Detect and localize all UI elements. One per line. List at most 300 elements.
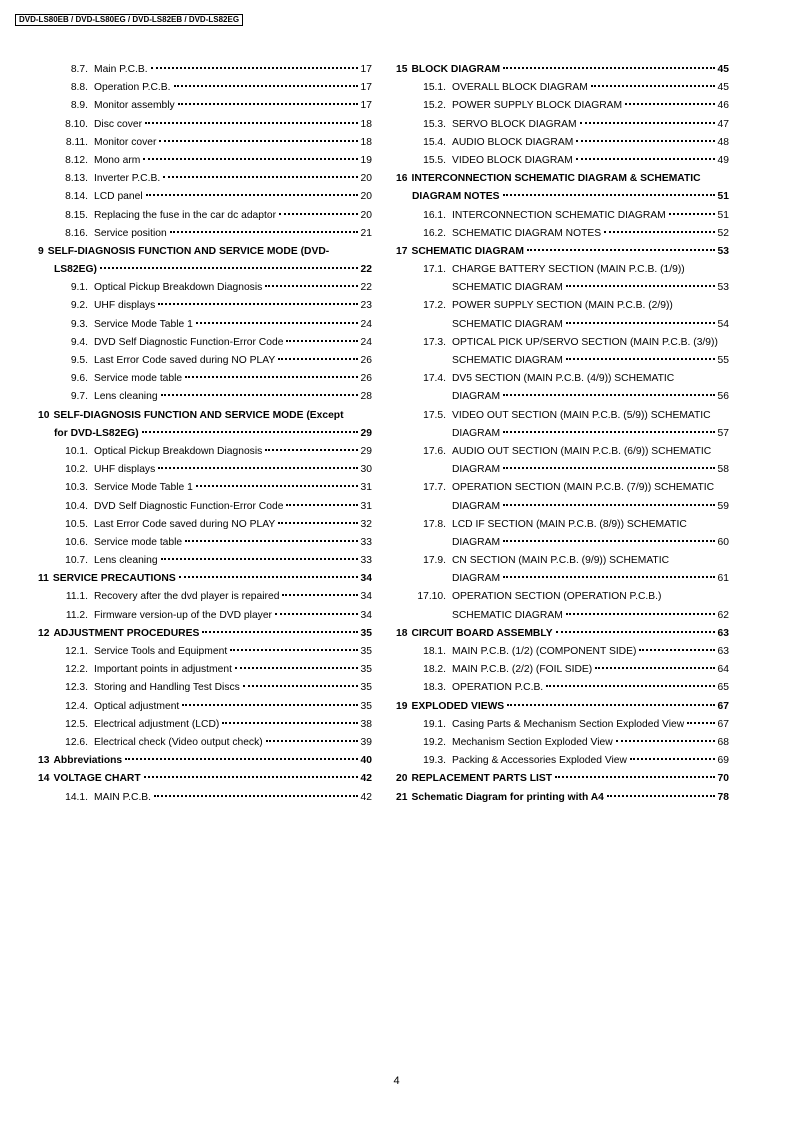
toc-entry-page: 31 bbox=[360, 482, 372, 494]
toc-subsection-entry[interactable] bbox=[38, 498, 372, 516]
toc-subsection-entry[interactable] bbox=[38, 643, 372, 661]
toc-entry-page: 67 bbox=[717, 718, 729, 730]
toc-entry-title: AUDIO OUT SECTION (MAIN P.C.B. (6/9)) SCHEMATIC bbox=[452, 445, 712, 457]
toc-entry-number: 8.11. bbox=[65, 136, 88, 148]
toc-subsection-entry[interactable] bbox=[38, 79, 372, 97]
toc-entry-title: Optical adjustment bbox=[94, 700, 180, 712]
toc-dot-leader bbox=[566, 322, 715, 324]
toc-dot-leader bbox=[174, 85, 358, 87]
toc-entry-number: 9.3. bbox=[70, 318, 88, 330]
toc-entry-title: DIAGRAM bbox=[452, 573, 501, 585]
toc-entry-number: 19.2. bbox=[423, 736, 446, 748]
toc-subsection-entry[interactable] bbox=[38, 734, 372, 752]
toc-entry-title: Packing & Accessories Exploded View bbox=[452, 755, 627, 767]
toc-subsection-entry[interactable] bbox=[38, 607, 372, 625]
toc-subsection-entry[interactable] bbox=[396, 388, 729, 406]
toc-entry-number: 17.4. bbox=[423, 373, 446, 385]
toc-entry-page: 32 bbox=[360, 518, 372, 530]
toc-entry-number: 17.8. bbox=[423, 518, 446, 530]
toc-entry-title: OVERALL BLOCK DIAGRAM bbox=[452, 82, 588, 94]
toc-entry-title: UHF displays bbox=[94, 300, 156, 312]
toc-section-entry[interactable] bbox=[396, 770, 729, 788]
toc-subsection-entry[interactable] bbox=[38, 516, 372, 534]
toc-subsection-entry[interactable] bbox=[38, 225, 372, 243]
toc-subsection-entry[interactable] bbox=[38, 534, 372, 552]
toc-entry-number: 12.5. bbox=[65, 718, 88, 730]
toc-entry-title: Service position bbox=[94, 227, 167, 239]
toc-subsection-entry[interactable] bbox=[38, 61, 372, 79]
toc-dot-leader bbox=[639, 649, 714, 651]
toc-entry-title: Electrical adjustment (LCD) bbox=[94, 718, 220, 730]
toc-entry-page: 55 bbox=[717, 355, 729, 366]
toc-section-entry[interactable] bbox=[38, 570, 372, 588]
toc-dot-leader bbox=[243, 685, 358, 687]
toc-dot-leader bbox=[503, 576, 714, 578]
toc-entry-title: CHARGE BATTERY SECTION (MAIN P.C.B. (1/9)) bbox=[452, 264, 685, 276]
toc-entry-title: LS82EG) bbox=[54, 264, 97, 276]
toc-entry-number: 17.2. bbox=[423, 300, 446, 312]
toc-entry-number: 17.6. bbox=[423, 445, 446, 457]
toc-entry-number: 17 bbox=[396, 245, 408, 257]
toc-entry-page: 78 bbox=[717, 791, 729, 803]
toc-dot-leader bbox=[580, 122, 715, 124]
toc-dot-leader bbox=[279, 213, 358, 215]
toc-subsection-entry[interactable] bbox=[396, 334, 729, 352]
toc-subsection-entry[interactable] bbox=[38, 716, 372, 734]
toc-subsection-entry[interactable] bbox=[396, 261, 729, 279]
toc-entry-number: 11.2. bbox=[65, 609, 88, 621]
toc-subsection-entry[interactable] bbox=[396, 607, 729, 625]
toc-subsection-entry[interactable] bbox=[38, 588, 372, 606]
toc-entry-page: 33 bbox=[360, 555, 372, 567]
toc-entry-number: 16.1. bbox=[423, 209, 446, 221]
toc-subsection-entry[interactable] bbox=[396, 498, 729, 516]
toc-entry-page: 65 bbox=[717, 682, 729, 694]
toc-dot-leader bbox=[527, 249, 715, 251]
toc-entry-title: VIDEO BLOCK DIAGRAM bbox=[452, 154, 573, 166]
toc-subsection-entry[interactable] bbox=[396, 661, 729, 679]
toc-entry-title: LCD IF SECTION (MAIN P.C.B. (8/9)) SCHEMATIC bbox=[452, 518, 687, 530]
toc-entry-title: DIAGRAM NOTES bbox=[412, 191, 500, 203]
toc-dot-leader bbox=[687, 722, 714, 724]
toc-entry-page: 26 bbox=[360, 373, 372, 385]
toc-entry-page: 23 bbox=[360, 300, 372, 312]
toc-dot-leader bbox=[576, 158, 715, 160]
toc-dot-leader bbox=[275, 613, 358, 615]
toc-entry-page: 30 bbox=[360, 464, 372, 476]
toc-subsection-entry[interactable] bbox=[38, 97, 372, 115]
toc-entry-page: 58 bbox=[717, 464, 729, 476]
toc-entry-title: DIAGRAM bbox=[452, 500, 501, 512]
toc-subsection-entry[interactable] bbox=[38, 461, 372, 479]
toc-subsection-entry[interactable] bbox=[38, 789, 372, 807]
toc-entry-title: SCHEMATIC DIAGRAM bbox=[411, 245, 524, 257]
toc-dot-leader bbox=[607, 795, 715, 797]
toc-dot-leader bbox=[161, 558, 358, 560]
toc-dot-leader bbox=[222, 722, 357, 724]
toc-subsection-entry[interactable] bbox=[396, 570, 729, 588]
toc-entry-title: MAIN P.C.B. bbox=[94, 791, 152, 803]
toc-entry-title: Main P.C.B. bbox=[94, 64, 148, 75]
toc-entry-page: 20 bbox=[360, 209, 372, 221]
toc-subsection-entry[interactable] bbox=[38, 188, 372, 206]
toc-dot-leader bbox=[286, 340, 357, 342]
toc-entry-number: 19.3. bbox=[423, 755, 446, 767]
toc-subsection-entry[interactable] bbox=[38, 679, 372, 697]
toc-dot-leader bbox=[555, 776, 715, 778]
toc-subsection-entry[interactable] bbox=[38, 297, 372, 315]
toc-entry-title: DIAGRAM bbox=[452, 536, 501, 548]
toc-entry-number: 18.1. bbox=[423, 646, 446, 657]
toc-entry-page: 17 bbox=[360, 100, 372, 112]
toc-entry-page: 53 bbox=[717, 282, 729, 294]
toc-section-entry[interactable] bbox=[38, 625, 372, 643]
toc-dot-leader bbox=[163, 176, 357, 178]
toc-entry-page: 49 bbox=[717, 154, 729, 166]
toc-subsection-entry[interactable] bbox=[396, 225, 729, 243]
toc-entry-page: 17 bbox=[360, 82, 372, 94]
toc-entry-page: 18 bbox=[360, 136, 372, 148]
toc-entry-page: 67 bbox=[717, 700, 729, 712]
toc-entry-page: 35 bbox=[360, 646, 372, 657]
toc-dot-leader bbox=[158, 467, 357, 469]
toc-entry-page: 52 bbox=[717, 227, 729, 239]
toc-entry-number: 15.3. bbox=[423, 118, 446, 130]
toc-entry-title: DIAGRAM bbox=[452, 427, 501, 439]
toc-entry-title: OPTICAL PICK UP/SERVO SECTION (MAIN P.C.B. (3/9)) bbox=[452, 336, 718, 348]
toc-entry-number: 10 bbox=[38, 409, 50, 421]
toc-subsection-entry[interactable] bbox=[396, 734, 729, 752]
toc-entry-number: 15.4. bbox=[423, 136, 446, 148]
toc-entry-number: 9.6. bbox=[70, 373, 88, 385]
toc-subsection-entry[interactable] bbox=[396, 352, 729, 370]
toc-entry-page: 48 bbox=[717, 136, 729, 148]
toc-section-entry[interactable] bbox=[38, 770, 372, 788]
toc-entry-number: 15.2. bbox=[423, 100, 446, 112]
toc-section-entry[interactable] bbox=[396, 188, 729, 206]
toc-subsection-entry[interactable] bbox=[38, 116, 372, 134]
toc-entry-page: 26 bbox=[360, 355, 372, 366]
toc-subsection-entry[interactable] bbox=[38, 388, 372, 406]
toc-entry-number: 14.1. bbox=[65, 791, 88, 803]
toc-section-entry[interactable] bbox=[396, 698, 729, 716]
toc-entry-title: OPERATION SECTION (OPERATION P.C.B.) bbox=[452, 591, 662, 603]
page-number: 4 bbox=[393, 1075, 400, 1087]
toc-dot-leader bbox=[144, 776, 358, 778]
toc-entry-title: SCHEMATIC DIAGRAM bbox=[452, 355, 563, 366]
toc-entry-number: 17.9. bbox=[423, 555, 446, 567]
toc-entry-title: Storing and Handling Test Discs bbox=[94, 682, 240, 694]
toc-entry-title: Optical Pickup Breakdown Diagnosis bbox=[94, 445, 263, 457]
toc-entry-title: Service mode table bbox=[94, 536, 183, 548]
toc-entry-title: SCHEMATIC DIAGRAM bbox=[452, 609, 563, 621]
toc-entry-title: Monitor assembly bbox=[94, 100, 175, 112]
toc-entry-title: DIAGRAM bbox=[452, 391, 501, 403]
toc-subsection-entry[interactable] bbox=[38, 279, 372, 297]
toc-dot-leader bbox=[196, 485, 358, 487]
toc-entry-page: 33 bbox=[360, 536, 372, 548]
toc-entry-page: 20 bbox=[360, 191, 372, 203]
toc-subsection-entry[interactable] bbox=[38, 207, 372, 225]
toc-entry-number: 12.1. bbox=[65, 646, 88, 657]
toc-entry-title: Mono arm bbox=[94, 154, 141, 166]
toc-subsection-entry[interactable] bbox=[38, 134, 372, 152]
toc-entry-title: Disc cover bbox=[94, 118, 143, 130]
toc-dot-leader bbox=[154, 795, 358, 797]
toc-section-entry[interactable] bbox=[396, 170, 729, 188]
toc-subsection-entry[interactable] bbox=[38, 170, 372, 188]
toc-subsection-entry[interactable] bbox=[396, 134, 729, 152]
toc-entry-number: 19 bbox=[396, 700, 408, 712]
toc-entry-title: SELF-DIAGNOSIS FUNCTION AND SERVICE MODE (DVD- bbox=[47, 245, 330, 257]
toc-entry-page: 34 bbox=[360, 591, 372, 603]
toc-entry-title: Service Tools and Equipment bbox=[94, 646, 228, 657]
toc-dot-leader bbox=[576, 140, 714, 142]
toc-dot-leader bbox=[265, 449, 357, 451]
toc-entry-number: 8.16. bbox=[65, 227, 88, 239]
toc-entry-page: 38 bbox=[360, 718, 372, 730]
toc-entry-number: 9.4. bbox=[70, 336, 88, 348]
toc-dot-leader bbox=[182, 704, 357, 706]
toc-subsection-entry[interactable] bbox=[396, 534, 729, 552]
toc-dot-leader bbox=[630, 758, 715, 760]
toc-subsection-entry[interactable] bbox=[396, 370, 729, 388]
toc-entry-title: Abbreviations bbox=[53, 755, 123, 767]
toc-entry-number: 9.2. bbox=[70, 300, 88, 312]
toc-entry-number: 12.2. bbox=[65, 664, 88, 676]
toc-entry-page: 62 bbox=[717, 609, 729, 621]
toc-entry-page: 61 bbox=[717, 573, 729, 585]
toc-entry-title: SERVO BLOCK DIAGRAM bbox=[452, 118, 577, 130]
toc-entry-page: 64 bbox=[717, 664, 729, 676]
toc-dot-leader bbox=[625, 103, 714, 105]
toc-entry-title: BLOCK DIAGRAM bbox=[411, 64, 501, 75]
toc-entry-page: 57 bbox=[717, 427, 729, 439]
toc-dot-leader bbox=[503, 67, 714, 69]
toc-dot-leader bbox=[142, 431, 358, 433]
toc-dot-leader bbox=[595, 667, 714, 669]
toc-entry-page: 17 bbox=[360, 64, 372, 75]
toc-entry-title: Lens cleaning bbox=[94, 391, 158, 403]
toc-subsection-entry[interactable] bbox=[38, 316, 372, 334]
toc-subsection-entry[interactable] bbox=[38, 661, 372, 679]
toc-subsection-entry[interactable] bbox=[396, 461, 729, 479]
toc-subsection-entry[interactable] bbox=[396, 279, 729, 297]
toc-entry-number: 8.7. bbox=[70, 64, 88, 75]
toc-entry-number: 19.1. bbox=[423, 718, 446, 730]
toc-entry-title: MAIN P.C.B. (2/2) (FOIL SIDE) bbox=[452, 664, 593, 676]
toc-entry-title: EXPLODED VIEWS bbox=[411, 700, 505, 712]
toc-section-entry[interactable] bbox=[38, 261, 372, 279]
toc-dot-leader bbox=[503, 467, 714, 469]
toc-entry-title: Mechanism Section Exploded View bbox=[452, 736, 613, 748]
toc-entry-title: POWER SUPPLY SECTION (MAIN P.C.B. (2/9)) bbox=[452, 300, 673, 312]
toc-entry-title: SERVICE PRECAUTIONS bbox=[52, 573, 176, 585]
toc-subsection-entry[interactable] bbox=[396, 516, 729, 534]
toc-entry-number: 8.10. bbox=[65, 118, 88, 130]
toc-entry-number: 8.15. bbox=[65, 209, 88, 221]
toc-entry-title: VIDEO OUT SECTION (MAIN P.C.B. (5/9)) SCHEMATIC bbox=[452, 409, 711, 421]
toc-subsection-entry[interactable] bbox=[38, 152, 372, 170]
toc-dot-leader bbox=[591, 85, 715, 87]
toc-section-entry[interactable] bbox=[396, 61, 729, 79]
toc-dot-leader bbox=[185, 540, 357, 542]
toc-entry-title: OPERATION SECTION (MAIN P.C.B. (7/9)) SCHEMATIC bbox=[452, 482, 715, 494]
toc-dot-leader bbox=[235, 667, 358, 669]
toc-entry-number: 16 bbox=[396, 173, 408, 185]
toc-subsection-entry[interactable] bbox=[396, 425, 729, 443]
toc-entry-number: 10.5. bbox=[65, 518, 88, 530]
toc-subsection-entry[interactable] bbox=[396, 79, 729, 97]
toc-entry-number: 18.2. bbox=[423, 664, 446, 676]
toc-entry-number: 16.2. bbox=[423, 227, 446, 239]
toc-subsection-entry[interactable] bbox=[396, 407, 729, 425]
toc-entry-page: 63 bbox=[717, 627, 729, 639]
toc-entry-title: Service Mode Table 1 bbox=[94, 482, 193, 494]
toc-entry-title: DIAGRAM bbox=[452, 464, 501, 476]
toc-subsection-entry[interactable] bbox=[396, 207, 729, 225]
toc-dot-leader bbox=[566, 613, 715, 615]
toc-entry-page: 34 bbox=[360, 609, 372, 621]
toc-entry-number: 11.1. bbox=[65, 591, 88, 603]
toc-dot-leader bbox=[266, 740, 358, 742]
toc-entry-page: 53 bbox=[717, 245, 729, 257]
toc-entry-title: Electrical check (Video output check) bbox=[94, 736, 263, 748]
toc-entry-number: 12.4. bbox=[65, 700, 88, 712]
toc-dot-leader bbox=[556, 631, 715, 633]
toc-subsection-entry[interactable] bbox=[396, 316, 729, 334]
toc-entry-number: 14 bbox=[38, 773, 50, 785]
toc-dot-leader bbox=[503, 540, 714, 542]
toc-entry-number: 13 bbox=[38, 755, 50, 767]
toc-subsection-entry[interactable] bbox=[396, 679, 729, 697]
toc-dot-leader bbox=[178, 103, 358, 105]
toc-entry-page: 35 bbox=[360, 664, 372, 676]
toc-entry-page: 45 bbox=[717, 82, 729, 94]
toc-dot-leader bbox=[145, 122, 357, 124]
toc-entry-title: MAIN P.C.B. (1/2) (COMPONENT SIDE) bbox=[452, 646, 637, 657]
toc-dot-leader bbox=[282, 594, 357, 596]
toc-dot-leader bbox=[125, 758, 357, 760]
toc-subsection-entry[interactable] bbox=[396, 552, 729, 570]
toc-section-entry[interactable] bbox=[38, 752, 372, 770]
toc-subsection-entry[interactable] bbox=[396, 479, 729, 497]
toc-entry-page: 35 bbox=[360, 700, 372, 712]
toc-subsection-entry[interactable] bbox=[396, 297, 729, 315]
toc-entry-page: 24 bbox=[360, 336, 372, 348]
toc-entry-title: OPERATION P.C.B. bbox=[452, 682, 544, 694]
toc-entry-page: 20 bbox=[360, 173, 372, 185]
toc-dot-leader bbox=[159, 140, 357, 142]
toc-entry-title: Important points in adjustment bbox=[94, 664, 232, 676]
toc-dot-leader bbox=[170, 231, 358, 233]
toc-entry-number: 12.6. bbox=[65, 736, 88, 748]
toc-subsection-entry[interactable] bbox=[396, 116, 729, 134]
toc-section-entry[interactable] bbox=[38, 425, 372, 443]
toc-section-entry[interactable] bbox=[38, 243, 372, 261]
toc-dot-leader bbox=[669, 213, 715, 215]
toc-subsection-entry[interactable] bbox=[396, 643, 729, 661]
toc-entry-title: Casing Parts & Mechanism Section Exploded View bbox=[452, 718, 685, 730]
toc-entry-page: 39 bbox=[360, 736, 372, 748]
toc-entry-title: REPLACEMENT PARTS LIST bbox=[411, 773, 553, 785]
toc-entry-title: Recovery after the dvd player is repaired bbox=[94, 591, 280, 603]
toc-entry-title: LCD panel bbox=[94, 191, 143, 203]
toc-dot-leader bbox=[507, 704, 714, 706]
toc-dot-leader bbox=[503, 504, 714, 506]
toc-subsection-entry[interactable] bbox=[396, 443, 729, 461]
toc-section-entry[interactable] bbox=[38, 407, 372, 425]
toc-subsection-entry[interactable] bbox=[38, 479, 372, 497]
toc-entry-number: 12 bbox=[38, 627, 50, 639]
toc-subsection-entry[interactable] bbox=[38, 552, 372, 570]
toc-dot-leader bbox=[503, 431, 714, 433]
toc-section-entry[interactable] bbox=[396, 789, 729, 807]
toc-subsection-entry[interactable] bbox=[38, 698, 372, 716]
toc-subsection-entry[interactable] bbox=[396, 752, 729, 770]
toc-section-entry[interactable] bbox=[396, 243, 729, 261]
toc-dot-leader bbox=[546, 685, 714, 687]
toc-entry-page: 51 bbox=[717, 209, 729, 221]
toc-subsection-entry[interactable] bbox=[396, 152, 729, 170]
toc-subsection-entry[interactable] bbox=[396, 588, 729, 606]
toc-entry-page: 22 bbox=[360, 264, 372, 276]
toc-entry-page: 34 bbox=[360, 573, 372, 585]
toc-dot-leader bbox=[616, 740, 715, 742]
toc-entry-number: 17.5. bbox=[423, 409, 446, 421]
toc-entry-page: 51 bbox=[717, 191, 729, 203]
toc-subsection-entry[interactable] bbox=[38, 352, 372, 370]
toc-entry-page: 47 bbox=[717, 118, 729, 130]
toc-entry-page: 22 bbox=[360, 282, 372, 294]
toc-entry-title: Inverter P.C.B. bbox=[94, 173, 161, 185]
toc-entry-number: 15.1. bbox=[423, 82, 446, 94]
toc-entry-title: Operation P.C.B. bbox=[94, 82, 171, 94]
toc-dot-leader bbox=[503, 394, 714, 396]
toc-entry-page: 59 bbox=[717, 500, 729, 512]
toc-entry-title: DV5 SECTION (MAIN P.C.B. (4/9)) SCHEMATIC bbox=[452, 373, 675, 385]
toc-entry-title: Service Mode Table 1 bbox=[94, 318, 193, 330]
toc-entry-number: 17.7. bbox=[423, 482, 446, 494]
toc-entry-number: 8.14. bbox=[65, 191, 88, 203]
toc-entry-page: 54 bbox=[717, 318, 729, 330]
toc-entry-title: UHF displays bbox=[94, 464, 156, 476]
toc-entry-number: 12.3. bbox=[65, 682, 88, 694]
toc-entry-title: Schematic Diagram for printing with A4 bbox=[411, 791, 604, 803]
toc-entry-title: SCHEMATIC DIAGRAM bbox=[452, 282, 563, 294]
toc-entry-title: ADJUSTMENT PROCEDURES bbox=[53, 627, 200, 639]
toc-subsection-entry[interactable] bbox=[38, 334, 372, 352]
toc-entry-page: 21 bbox=[360, 227, 372, 239]
toc-entry-page: 60 bbox=[717, 536, 729, 548]
toc-subsection-entry[interactable] bbox=[38, 370, 372, 388]
toc-entry-title: Optical Pickup Breakdown Diagnosis bbox=[94, 282, 263, 294]
toc-entry-number: 17.10. bbox=[417, 591, 446, 603]
toc-entry-title: Last Error Code saved during NO PLAY bbox=[94, 355, 276, 366]
toc-entry-title: Firmware version-up of the DVD player bbox=[94, 609, 272, 621]
toc-section-entry[interactable] bbox=[396, 625, 729, 643]
toc-dot-leader bbox=[143, 158, 357, 160]
toc-dot-leader bbox=[158, 303, 357, 305]
toc-entry-number: 10.7. bbox=[65, 555, 88, 567]
toc-subsection-entry[interactable] bbox=[38, 443, 372, 461]
toc-dot-leader bbox=[503, 194, 715, 196]
toc-entry-title: SCHEMATIC DIAGRAM bbox=[452, 318, 563, 330]
toc-subsection-entry[interactable] bbox=[396, 716, 729, 734]
toc-subsection-entry[interactable] bbox=[396, 97, 729, 115]
toc-entry-title: Monitor cover bbox=[94, 136, 157, 148]
toc-dot-leader bbox=[230, 649, 357, 651]
